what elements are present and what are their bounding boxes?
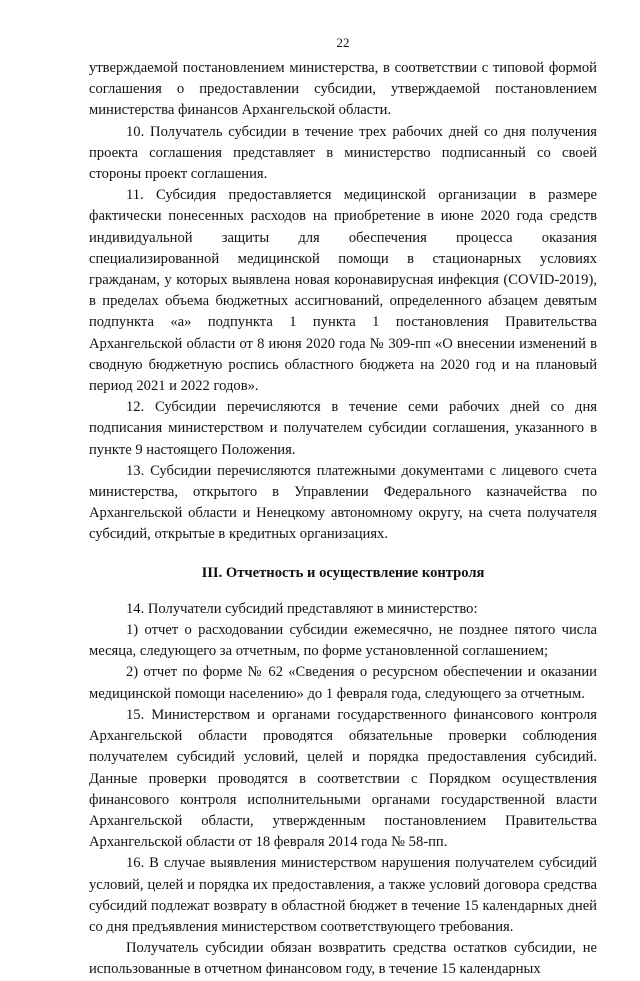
page-number: 22: [336, 35, 350, 50]
paragraph-item-14: 14. Получатели субсидий представляют в министерство:: [126, 600, 478, 617]
paragraph-item-15: 15. Министерством и органами государственного финансового контроля Архангельской области проводятся обязательные проверки соблюдения получателем субсидий условий, целей и порядка предоставления субсидий. Данные проверки проводятся в соответствии с Порядком осуществления финансового контроля исполнительными органами государственной власти Архангельской области, утвержденным постановлением Правительства Архангельской области от 18 февраля 2014 года № 58-пп.: [89, 706, 597, 851]
paragraph-continuation: утверждаемой постановлением министерства, в соответствии с типовой формой соглашения о предоставлении субсидии, утверждаемой постановлением министерства финансов Архангельской области.: [89, 60, 597, 119]
paragraph-item-16: 16. В случае выявления министерством нарушения получателем субсидий условий, целей и порядка их предоставления, а также условий договора средства субсидий подлежат возврату в областной бюджет в течение 15 календарных дней со дня предъявления министерством соответствующего требования.: [89, 855, 597, 935]
paragraph-item-11: 11. Субсидия предоставляется медицинской организации в размере фактически понесенных расходов на приобретение в июне 2020 года средств индивидуальной защиты для обеспечения процесса оказания специализированной медицинской помощи в стационарных условиях гражданам, у которых выявлена новая коронавирусная инфекция (COVID-2019), в пределах объема бюджетных ассигнований, определенного абзацем девятым подпункта «а» подпункта 1 пункта 1 постановления Правительства Архангельской области от 8 июня 2020 года № 309-пп «О внесении изменений в сводную бюджетную роспись областного бюджета на 2020 год и на плановый период 2021 и 2022 годов».: [89, 187, 597, 395]
paragraph-item-12: 12. Субсидии перечисляются в течение семи рабочих дней со дня подписания министерством и получателем субсидии соглашения, указанного в пункте 9 настоящего Положения.: [89, 399, 597, 458]
section-title: III. Отчетность и осуществление контроля: [201, 564, 485, 581]
paragraph-item-14-2: 2) отчет по форме № 62 «Сведения о ресурсном обеспечении и оказании медицинской помощи населению» до 1 февраля года, следующего за отчетным.: [89, 664, 597, 702]
paragraph-item-13: 13. Субсидии перечисляются платежными документами с лицевого счета министерства, открытого в Управлении Федерального казначейства по Архангельской области и Ненецкому автономному округу, на счета получателя субсидий, открытые в кредитных организациях.: [89, 462, 597, 543]
paragraph-item-14-1: 1) отчет о расходовании субсидии ежемесячно, не позднее пятого числа месяца, следующего за отчетным, по форме установленной соглашением;: [89, 622, 597, 660]
document-page: [89, 34, 597, 981]
paragraph-item-10: 10. Получатель субсидии в течение трех рабочих дней со дня получения проекта соглашения представляет в министерство подписанный со своей стороны проект соглашения.: [89, 123, 597, 183]
paragraph-remainder: Получатель субсидии обязан возвратить средства остатков субсидии, не использованные в отчетном финансовом году, в течение 15 календарных: [89, 940, 597, 978]
